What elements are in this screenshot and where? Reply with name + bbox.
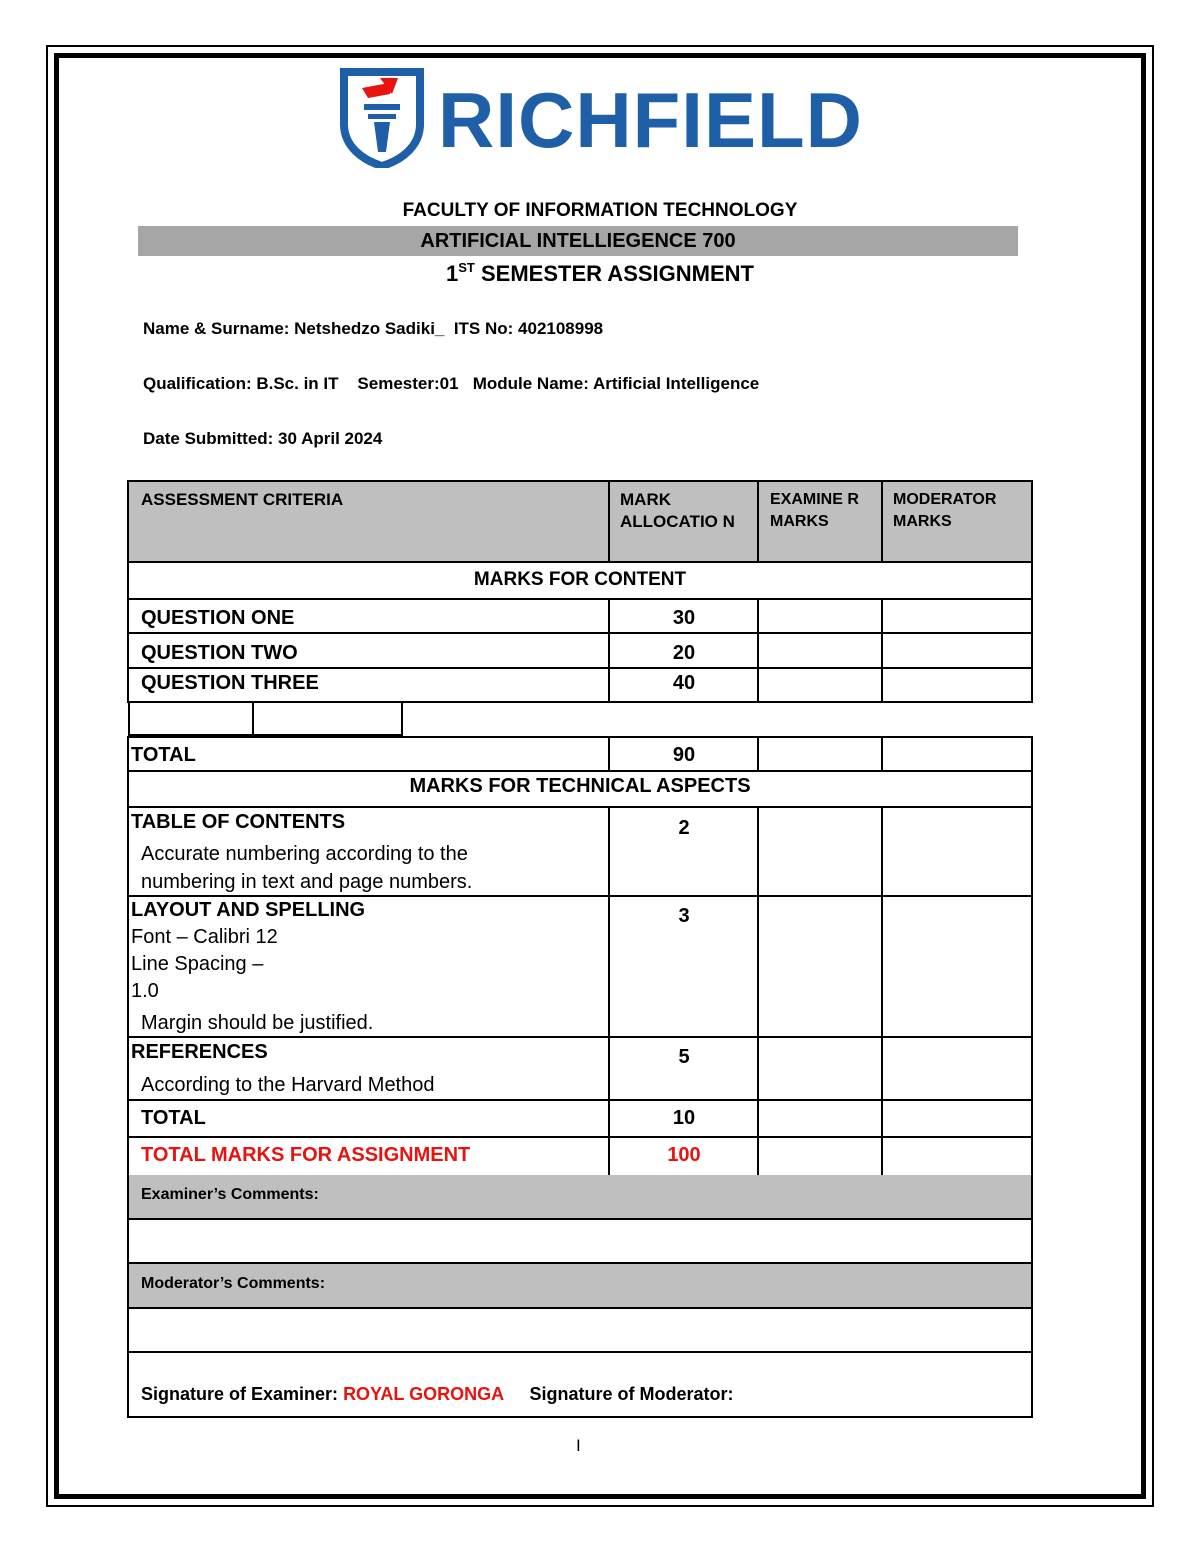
grand-total-label: TOTAL MARKS FOR ASSIGNMENT — [141, 1144, 471, 1166]
richfield-logo — [340, 68, 863, 168]
layout-line-spacing: Line Spacing – — [131, 953, 264, 975]
technical-total-label: TOTAL — [141, 1107, 206, 1129]
layout-line-spacing-value: 1.0 — [131, 980, 159, 1002]
module-title: ARTIFICIAL INTELLIEGENCE 700 — [138, 226, 1018, 256]
date-submitted-line: Date Submitted: 30 April 2024 — [143, 429, 383, 448]
question-one-label: QUESTION ONE — [141, 607, 295, 629]
header-assessment-criteria: ASSESSMENT CRITERIA — [141, 490, 344, 509]
toc-desc-2: numbering in text and page numbers. — [141, 871, 473, 893]
toc-label: TABLE OF CONTENTS — [131, 811, 346, 833]
examiner-comments-label: Examiner’s Comments: — [141, 1186, 319, 1203]
toc-desc-1: Accurate numbering according to the — [141, 843, 468, 865]
question-two-marks: 20 — [672, 642, 696, 664]
section-marks-for-content: MARKS FOR CONTENT — [473, 569, 687, 590]
qualification-line: Qualification: B.Sc. in IT Semester:01 Module Name: Artificial Intelligence — [143, 374, 760, 393]
richfield-shield-torch-icon — [340, 68, 424, 168]
examiner-comments-field[interactable] — [129, 1220, 1031, 1262]
question-three-label: QUESTION THREE — [141, 672, 319, 694]
moderator-comments-label: Moderator’s Comments: — [141, 1275, 326, 1292]
header-examiner-marks: EXAMINE R MARKS — [770, 491, 859, 530]
moderator-comments-field[interactable] — [129, 1309, 1031, 1351]
technical-total-marks: 10 — [672, 1107, 696, 1129]
logo-wordmark: RICHFIELD — [438, 76, 863, 164]
page-number: I — [576, 1436, 581, 1455]
layout-font: Font – Calibri 12 — [131, 926, 278, 948]
header-mark-allocation: MARK ALLOCATIO N — [620, 490, 735, 531]
toc-marks: 2 — [678, 817, 690, 839]
section-marks-for-technical: MARKS FOR TECHNICAL ASPECTS — [409, 775, 751, 797]
faculty-title: FACULTY OF INFORMATION TECHNOLOGY — [402, 200, 798, 221]
content-total-label: TOTAL — [131, 744, 196, 766]
question-two-label: QUESTION TWO — [141, 642, 298, 664]
content-total-marks: 90 — [672, 744, 696, 766]
signature-line — [141, 1384, 733, 1405]
layout-marks: 3 — [678, 905, 690, 927]
references-desc: According to the Harvard Method — [141, 1074, 435, 1096]
layout-margin: Margin should be justified. — [141, 1012, 374, 1034]
references-label: REFERENCES — [131, 1041, 268, 1063]
question-one-marks: 30 — [672, 607, 696, 629]
student-name-line: Name & Surname: Netshedzo Sadiki_ ITS No: 402108998 — [143, 319, 604, 338]
signature-examiner-label: Signature of Examiner: — [141, 1384, 339, 1404]
semester-title: 1ST SEMESTER ASSIGNMENT — [446, 260, 754, 286]
references-marks: 5 — [678, 1046, 690, 1068]
signature-examiner-value: ROYAL GORONGA — [343, 1384, 504, 1404]
grand-total-marks: 100 — [667, 1144, 701, 1166]
question-three-marks: 40 — [672, 672, 696, 694]
signature-moderator-label: Signature of Moderator: — [529, 1384, 734, 1404]
layout-label: LAYOUT AND SPELLING — [131, 899, 366, 921]
header-moderator-marks: MODERATOR MARKS — [893, 491, 997, 530]
